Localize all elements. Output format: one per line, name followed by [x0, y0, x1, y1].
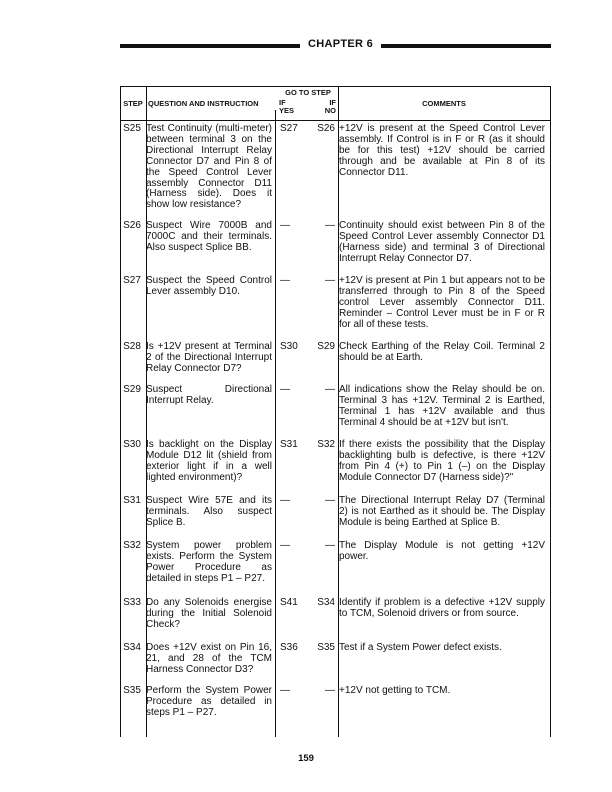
row-question: Perform the System Power Procedure as detailed in steps P1 – P27.: [146, 685, 272, 718]
table-border-top: [120, 86, 550, 87]
header-question: QUESTION AND INSTRUCTION: [148, 99, 259, 108]
row-step: S28: [123, 341, 141, 352]
table-border-right: [550, 86, 551, 737]
row-step: S35: [123, 685, 141, 696]
row-if-yes: —: [280, 220, 290, 231]
row-comments: Check Earthing of the Relay Coil. Terminal 2 should be at Earth.: [339, 341, 545, 363]
row-if-no: S35: [317, 642, 335, 653]
row-if-yes: S31: [280, 439, 298, 450]
row-step: S33: [123, 597, 141, 608]
row-question: System power problem exists. Perform the System Power Procedure as detailed in steps P1 – P27.: [146, 540, 272, 584]
row-if-no: S32: [317, 439, 335, 450]
chapter-rule-right: [381, 44, 551, 48]
row-if-no: S34: [317, 597, 335, 608]
row-step: S29: [123, 384, 141, 395]
header-if-no: IF NO: [324, 98, 336, 115]
row-if-yes: —: [280, 275, 290, 286]
page-number: 159: [298, 753, 314, 764]
row-if-yes: —: [280, 685, 290, 696]
row-step: S27: [123, 275, 141, 286]
row-if-no: S26: [317, 123, 335, 134]
row-comments: The Display Module is not getting +12V power.: [339, 540, 545, 562]
row-if-yes: S27: [280, 123, 298, 134]
header-step: STEP: [123, 99, 143, 108]
chapter-title: CHAPTER 6: [307, 38, 374, 50]
row-comments: The Directional Interrupt Relay D7 (Terminal 2) is not Earthed as it should be. The Display Module is being Earthed at Splice B.: [339, 495, 545, 528]
row-question: Suspect Wire 7000B and 7000C and their terminals. Also suspect Splice BB.: [146, 220, 272, 253]
row-comments: +12V is present at the Speed Control Lever assembly. If Control is in F or R (as it should be for this test) +12V should be carried through and be available at Pin 8 of its Connector D11.: [339, 123, 545, 178]
row-if-yes: S36: [280, 642, 298, 653]
row-step: S30: [123, 439, 141, 450]
row-if-yes: S41: [280, 597, 298, 608]
header-comments: COMMENTS: [422, 99, 466, 108]
row-if-yes: —: [280, 384, 290, 395]
row-if-yes: —: [280, 495, 290, 506]
row-comments: Test if a System Power defect exists.: [339, 642, 502, 653]
col-divider-question: [275, 110, 276, 737]
troubleshooting-table: [120, 86, 550, 737]
row-comments: Continuity should exist between Pin 8 of the Speed Control Lever assembly Connector D1 (Harness side) and terminal 3 of Directional Interrupt Relay Connector D7.: [339, 220, 545, 264]
row-step: S32: [123, 540, 141, 551]
header-if-yes: IF YES: [279, 98, 295, 115]
header-divider: [120, 120, 550, 121]
row-if-no: —: [325, 685, 335, 696]
chapter-rule-left: [120, 44, 300, 48]
row-question: Does +12V exist on Pin 16, 21, and 28 of the TCM Harness Connector D3?: [146, 642, 272, 675]
row-question: Suspect the Speed Control Lever assembly D10.: [146, 275, 272, 297]
row-if-no: —: [325, 495, 335, 506]
row-if-no: —: [325, 275, 335, 286]
row-if-yes: S30: [280, 341, 298, 352]
row-question: Is backlight on the Display Module D12 lit (shield from exterior light if in a well lighted environment)?: [146, 439, 272, 483]
row-question: Is +12V present at Terminal 2 of the Directional Interrupt Relay Connector D7?: [146, 341, 272, 374]
table-border-left: [120, 86, 121, 737]
row-step: S26: [123, 220, 141, 231]
row-question: Do any Solenoids energise during the Initial Solenoid Check?: [146, 597, 272, 630]
row-comments: +12V is present at Pin 1 but appears not to be transferred through to Pin 8 of the Speed control Lever assembly Connector D11. Reminder – Control Lever must be in F or R for all of these tests.: [339, 275, 545, 330]
header-goto: GO TO STEP: [285, 88, 331, 97]
row-question: Suspect Wire 57E and its terminals. Also suspect Splice B.: [146, 495, 272, 528]
row-if-no: —: [325, 384, 335, 395]
row-comments: If there exists the possibility that the Display backlighting bulb is defective, is there +12V from Pin 4 (+) to Pin 1 (–) on the Display Module Connector D7 (Harness side)?": [339, 439, 545, 483]
row-question: Test Continuity (multi-meter) between terminal 3 on the Directional Interrupt Relay Connector D7 and Pin 8 of the Speed Control Lever assembly Connector D11 (Harness side). Does it show low resistance?: [146, 123, 272, 211]
row-comments: All indications show the Relay should be on. Terminal 3 has +12V. Terminal 2 is Earthed, Terminal 1 has +12V available and thus Terminal 4 should be at +12V but isn't.: [339, 384, 545, 428]
row-question: Suspect Directional Interrupt Relay.: [146, 384, 272, 406]
row-step: S34: [123, 642, 141, 653]
row-if-no: —: [325, 220, 335, 231]
row-if-yes: —: [280, 540, 290, 551]
row-comments: +12V not getting to TCM.: [339, 685, 451, 696]
row-step: S25: [123, 123, 141, 134]
row-if-no: —: [325, 540, 335, 551]
row-comments: Identify if problem is a defective +12V supply to TCM, Solenoid drivers or from source.: [339, 597, 545, 619]
row-if-no: S29: [317, 341, 335, 352]
row-step: S31: [123, 495, 141, 506]
